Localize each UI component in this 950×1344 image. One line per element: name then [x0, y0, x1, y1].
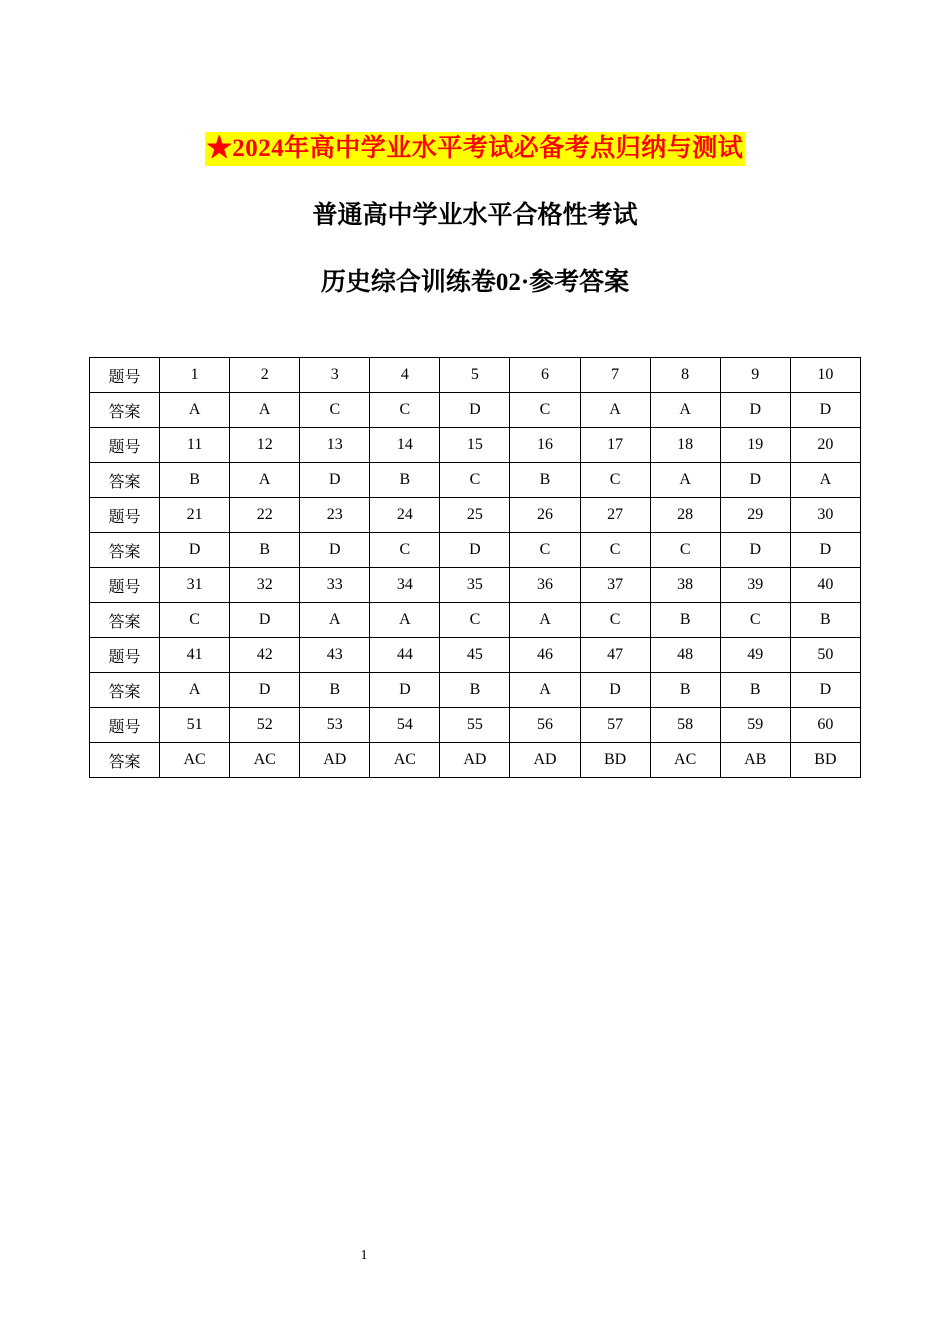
answer-row	[90, 463, 861, 498]
answer-cell: C	[720, 603, 790, 638]
question-number-row	[90, 358, 861, 393]
question-number-cell: 11	[160, 428, 230, 463]
answer-cell: D	[790, 673, 860, 708]
question-number-cell: 28	[650, 498, 720, 533]
question-number-row	[90, 708, 861, 743]
question-number-cell: 40	[790, 568, 860, 603]
answer-label: 答案	[90, 393, 160, 428]
answer-cell: AC	[230, 743, 300, 778]
question-number-cell: 48	[650, 638, 720, 673]
answer-cell: A	[510, 603, 580, 638]
answer-cell: C	[580, 603, 650, 638]
answer-cell: D	[790, 533, 860, 568]
answer-cell: C	[580, 533, 650, 568]
answer-cell: AD	[300, 743, 370, 778]
question-number-cell: 39	[720, 568, 790, 603]
answer-cell: C	[650, 533, 720, 568]
question-number-cell: 17	[580, 428, 650, 463]
question-number-cell: 21	[160, 498, 230, 533]
question-number-row	[90, 568, 861, 603]
question-number-cell: 38	[650, 568, 720, 603]
answer-cell: B	[440, 673, 510, 708]
answer-row	[90, 393, 861, 428]
answer-label: 答案	[90, 673, 160, 708]
question-number-cell: 45	[440, 638, 510, 673]
answer-row	[90, 673, 861, 708]
answer-key-table	[89, 357, 861, 778]
answer-cell: AC	[650, 743, 720, 778]
question-number-cell: 46	[510, 638, 580, 673]
answer-cell: A	[160, 393, 230, 428]
question-number-cell: 30	[790, 498, 860, 533]
answer-cell: BD	[790, 743, 860, 778]
answer-cell: C	[300, 393, 370, 428]
answer-cell: B	[650, 673, 720, 708]
question-number-cell: 26	[510, 498, 580, 533]
question-number-cell: 55	[440, 708, 510, 743]
question-number-cell: 15	[440, 428, 510, 463]
exam-series-banner: ★2024年高中学业水平考试必备考点归纳与测试	[205, 132, 746, 166]
question-number-label: 题号	[90, 708, 160, 743]
answer-cell: B	[510, 463, 580, 498]
question-number-label: 题号	[90, 358, 160, 393]
question-number-row	[90, 498, 861, 533]
question-number-cell: 7	[580, 358, 650, 393]
answer-row	[90, 743, 861, 778]
question-number-cell: 14	[370, 428, 440, 463]
answer-cell: AC	[370, 743, 440, 778]
question-number-cell: 4	[370, 358, 440, 393]
question-number-cell: 50	[790, 638, 860, 673]
question-number-cell: 59	[720, 708, 790, 743]
question-number-label: 题号	[90, 638, 160, 673]
answer-cell: A	[650, 393, 720, 428]
answer-cell: B	[160, 463, 230, 498]
banner-wrapper	[0, 132, 950, 166]
answer-cell: D	[720, 463, 790, 498]
answer-cell: B	[790, 603, 860, 638]
answer-row	[90, 533, 861, 568]
answer-cell: A	[230, 393, 300, 428]
answer-cell: AC	[160, 743, 230, 778]
question-number-cell: 42	[230, 638, 300, 673]
answer-cell: C	[370, 393, 440, 428]
answer-cell: BD	[580, 743, 650, 778]
answer-cell: D	[440, 533, 510, 568]
question-number-cell: 25	[440, 498, 510, 533]
question-number-label: 题号	[90, 428, 160, 463]
answer-cell: D	[160, 533, 230, 568]
answer-cell: A	[790, 463, 860, 498]
question-number-cell: 20	[790, 428, 860, 463]
answer-cell: A	[650, 463, 720, 498]
question-number-cell: 8	[650, 358, 720, 393]
answer-cell: C	[510, 533, 580, 568]
question-number-cell: 56	[510, 708, 580, 743]
question-number-label: 题号	[90, 568, 160, 603]
answer-row	[90, 603, 861, 638]
answer-label: 答案	[90, 743, 160, 778]
question-number-cell: 5	[440, 358, 510, 393]
answer-cell: D	[300, 533, 370, 568]
answer-cell: D	[580, 673, 650, 708]
question-number-cell: 43	[300, 638, 370, 673]
question-number-cell: 53	[300, 708, 370, 743]
answer-cell: C	[580, 463, 650, 498]
question-number-cell: 24	[370, 498, 440, 533]
answer-cell: C	[510, 393, 580, 428]
question-number-cell: 19	[720, 428, 790, 463]
question-number-label: 题号	[90, 498, 160, 533]
answer-cell: A	[230, 463, 300, 498]
question-number-cell: 36	[510, 568, 580, 603]
question-number-cell: 51	[160, 708, 230, 743]
answer-cell: A	[370, 603, 440, 638]
question-number-cell: 2	[230, 358, 300, 393]
answer-cell: A	[160, 673, 230, 708]
answer-cell: B	[720, 673, 790, 708]
question-number-cell: 31	[160, 568, 230, 603]
answer-cell: A	[300, 603, 370, 638]
question-number-cell: 16	[510, 428, 580, 463]
question-number-cell: 6	[510, 358, 580, 393]
question-number-cell: 44	[370, 638, 440, 673]
answer-cell: D	[440, 393, 510, 428]
question-number-cell: 58	[650, 708, 720, 743]
answer-cell: A	[580, 393, 650, 428]
answer-cell: C	[440, 603, 510, 638]
document-subtitle: 历史综合训练卷02·参考答案	[320, 269, 630, 296]
question-number-cell: 41	[160, 638, 230, 673]
question-number-cell: 10	[790, 358, 860, 393]
question-number-cell: 35	[440, 568, 510, 603]
answer-cell: AD	[440, 743, 510, 778]
question-number-cell: 22	[230, 498, 300, 533]
answer-cell: D	[230, 603, 300, 638]
answer-cell: D	[300, 463, 370, 498]
question-number-cell: 33	[300, 568, 370, 603]
question-number-row	[90, 428, 861, 463]
answer-cell: AD	[510, 743, 580, 778]
question-number-cell: 3	[300, 358, 370, 393]
answer-cell: C	[440, 463, 510, 498]
question-number-cell: 9	[720, 358, 790, 393]
answer-cell: B	[370, 463, 440, 498]
answer-cell: C	[160, 603, 230, 638]
answer-cell: AB	[720, 743, 790, 778]
question-number-cell: 47	[580, 638, 650, 673]
question-number-cell: 34	[370, 568, 440, 603]
answer-cell: D	[790, 393, 860, 428]
question-number-row	[90, 638, 861, 673]
page-number: 1	[360, 1248, 368, 1263]
document-title: 普通高中学业水平合格性考试	[312, 202, 638, 229]
question-number-cell: 29	[720, 498, 790, 533]
question-number-cell: 23	[300, 498, 370, 533]
answer-cell: D	[370, 673, 440, 708]
answer-label: 答案	[90, 463, 160, 498]
answer-cell: D	[230, 673, 300, 708]
answer-label: 答案	[90, 603, 160, 638]
question-number-cell: 57	[580, 708, 650, 743]
question-number-cell: 49	[720, 638, 790, 673]
answer-label: 答案	[90, 533, 160, 568]
question-number-cell: 52	[230, 708, 300, 743]
question-number-cell: 1	[160, 358, 230, 393]
question-number-cell: 13	[300, 428, 370, 463]
question-number-cell: 60	[790, 708, 860, 743]
question-number-cell: 32	[230, 568, 300, 603]
question-number-cell: 54	[370, 708, 440, 743]
answer-cell: B	[230, 533, 300, 568]
question-number-cell: 12	[230, 428, 300, 463]
answer-cell: A	[510, 673, 580, 708]
question-number-cell: 37	[580, 568, 650, 603]
answer-cell: B	[650, 603, 720, 638]
answer-cell: D	[720, 533, 790, 568]
question-number-cell: 27	[580, 498, 650, 533]
answer-cell: C	[370, 533, 440, 568]
answer-cell: D	[720, 393, 790, 428]
answer-cell: B	[300, 673, 370, 708]
question-number-cell: 18	[650, 428, 720, 463]
